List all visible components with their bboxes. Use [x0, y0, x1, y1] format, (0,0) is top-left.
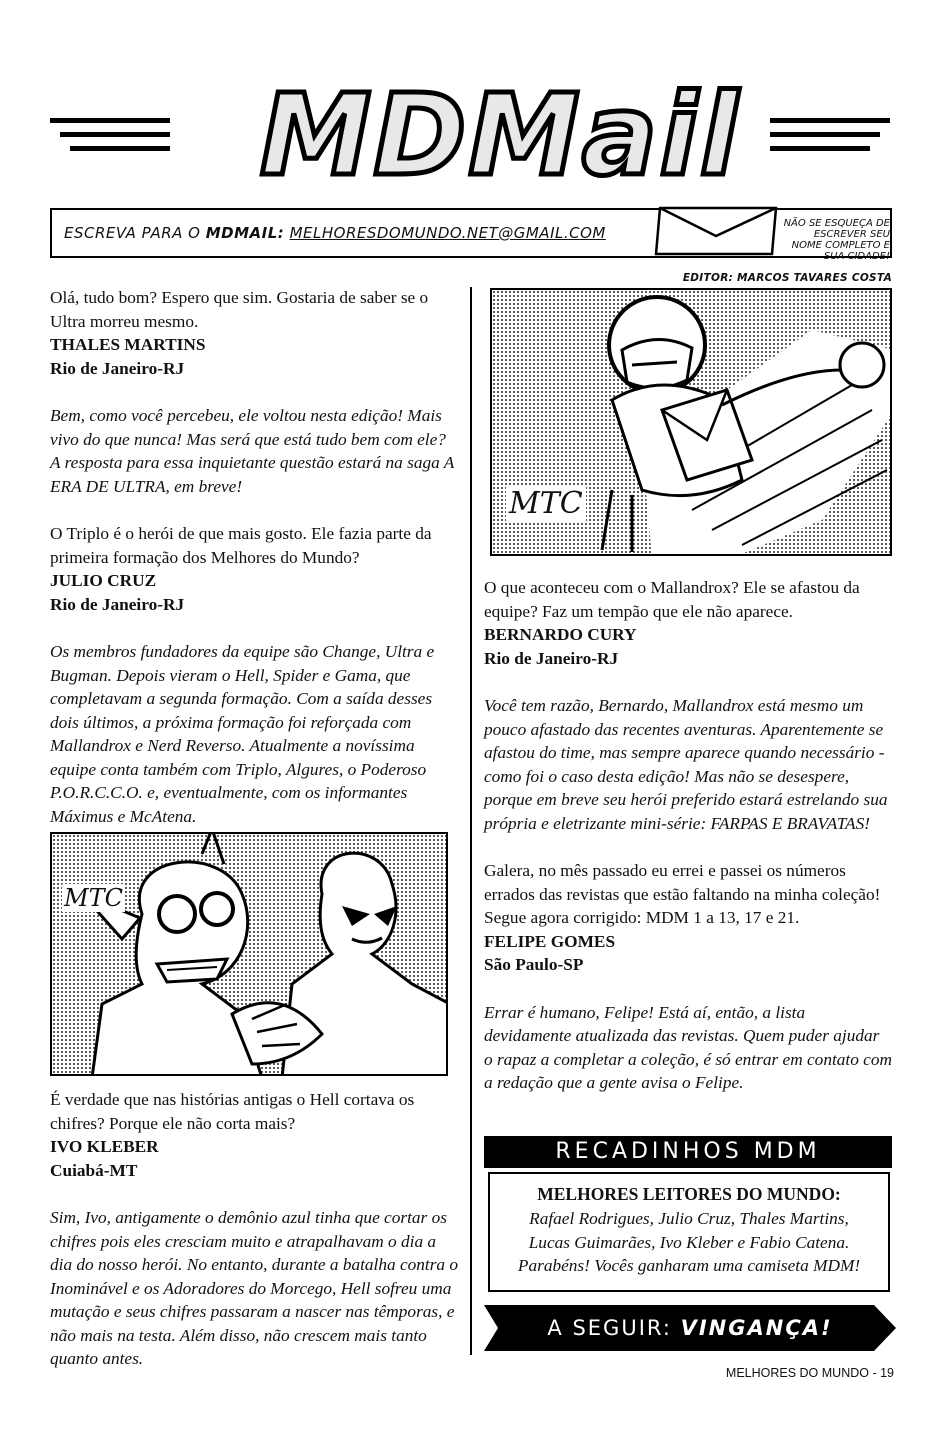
- right-column: [484, 576, 892, 1095]
- next-issue-banner: [484, 1305, 896, 1351]
- speed-line: [50, 118, 170, 123]
- letter-city: Cuiabá-MT: [50, 1160, 138, 1180]
- letter-question: O Triplo é o herói de que mais gosto. Ele fazia parte da primeira formação dos Melhores do Mundo?: [50, 524, 432, 567]
- left-column-top: [50, 286, 460, 828]
- letter-answer: Sim, Ivo, antigamente o demônio azul tinha que cortar os chifres pois eles cresciam muito e atrapalhavam o dia a dia do nosso herói. No entanto, durante a batalha contra o Inominável e os Adoradores do Morcego, Hell sofreu uma mutação e seus chifres passaram a nascer nas têmporas, e não mais na testa. Além disso, não crescem mais tanto quanto antes.: [50, 1208, 459, 1368]
- page-footer: MELHORES DO MUNDO - 19: [725, 1366, 894, 1380]
- letter-question: O que aconteceu com o Mallandrox? Ele se afastou da equipe? Faz um tempão que ele não aparece.: [484, 578, 860, 621]
- recadinhos-title: MELHORES LEITORES DO MUNDO:: [537, 1184, 841, 1204]
- mdmail-logo: MDMail: [200, 76, 800, 196]
- letter-city: Rio de Janeiro-RJ: [484, 648, 619, 668]
- email-brand: MDMAIL:: [205, 224, 285, 242]
- letter-city: Rio de Janeiro-RJ: [50, 594, 185, 614]
- signature-note: NÃO SE ESQUEÇA DE ESCREVER SEU NOME COMPLETO E SUA CIDADE!: [783, 218, 890, 262]
- letter-author: BERNARDO CURY: [484, 625, 637, 644]
- email-label: ESCREVA PARA O: [64, 224, 206, 242]
- recadinhos-box: [488, 1172, 890, 1292]
- speed-line: [70, 146, 170, 151]
- letter-question: Olá, tudo bom? Espero que sim. Gostaria de saber se o Ultra morreu mesmo.: [50, 288, 429, 331]
- speed-line: [60, 132, 170, 137]
- left-column-bottom: [50, 1088, 460, 1371]
- recadinhos-line: Parabéns! Vocês ganharam uma camiseta MDM!: [517, 1256, 861, 1275]
- letter-author: IVO KLEBER: [50, 1137, 159, 1156]
- letter-author: THALES MARTINS: [50, 335, 206, 354]
- email-line: [64, 224, 606, 242]
- column-divider: [470, 287, 472, 1355]
- letter-answer: Errar é humano, Felipe! Está aí, então, a lista devidamente atualizada das revistas. Quem puder ajudar o rapaz a completar a coleção, é só entrar em contato com a redação que a gente avisa o Felipe.: [484, 1002, 892, 1092]
- masthead: [50, 71, 890, 201]
- recadinhos-body: [490, 1207, 888, 1278]
- illustration-flying-hero: [490, 288, 892, 556]
- next-issue-text: [484, 1305, 896, 1351]
- letter-answer: Os membros fundadores da equipe são Change, Ultra e Bugman. Depois vieram o Hell, Spider e Gama, que completavam a segunda formação. Com a saída desses dois últimos, a próxima formação foi reforçada com Mallandrox e Nerd Reverso. Atualmente a novíssima equipe conta também com Triplo, Algures, o Poderoso P.O.R.C.C.O. e, eventualmente, com os informantes Máximus e McAtena.: [50, 642, 435, 826]
- artist-signature: MTC: [64, 884, 123, 912]
- letter-question: É verdade que nas histórias antigas o Hell cortava os chifres? Porque ele não corta mais?: [50, 1090, 415, 1133]
- hell-illustration-art: [52, 834, 448, 1076]
- letter-city: São Paulo-SP: [484, 955, 584, 974]
- email-bar: [50, 208, 892, 262]
- recadinhos-line: Rafael Rodrigues, Julio Cruz, Thales Martins,: [529, 1209, 849, 1228]
- recadinhos-line: Lucas Guimarães, Ivo Kleber e Fabio Catena.: [528, 1232, 850, 1252]
- envelope-icon: [652, 198, 780, 256]
- letter-city: Rio de Janeiro-RJ: [50, 358, 185, 378]
- letter-answer: Você tem razão, Bernardo, Mallandrox está mesmo um pouco afastado das recentes aventuras. Aparentemente se afastou do time, mas sempre aparece quando necessário - como foi o caso desta edição! Mas não se desespere, porque em breve seu herói preferido estará estrelando sua própria e eletrizante mini-série: FARPAS E BRAVATAS!: [484, 696, 888, 833]
- next-issue-label: A SEGUIR:: [547, 1316, 681, 1340]
- artist-signature: MTC: [506, 486, 586, 521]
- letter-question: Galera, no mês passado eu errei e passei os números errados das revistas que estão faltando na minha coleção! Segue agora corrigido: MDM 1 a 13, 17 e 21.: [484, 861, 881, 927]
- recadinhos-heading: RECADINHOS MDM: [484, 1136, 892, 1168]
- next-issue-title: VINGANÇA!: [680, 1316, 833, 1340]
- letter-author: JULIO CRUZ: [50, 571, 157, 590]
- email-address[interactable]: MELHORESDOMUNDO.NET@GMAIL.COM: [289, 224, 606, 242]
- letter-author: FELIPE GOMES: [484, 931, 616, 951]
- illustration-hell: [50, 832, 448, 1076]
- letter-answer: Bem, como você percebeu, ele voltou nesta edição! Mais vivo do que nunca! Mas será que está tudo bem com ele? A resposta para essa inquietante questão estará na saga A ERA DE ULTRA, em breve!: [50, 406, 455, 496]
- editor-credit: EDITOR: MARCOS TAVARES COSTA: [682, 272, 892, 284]
